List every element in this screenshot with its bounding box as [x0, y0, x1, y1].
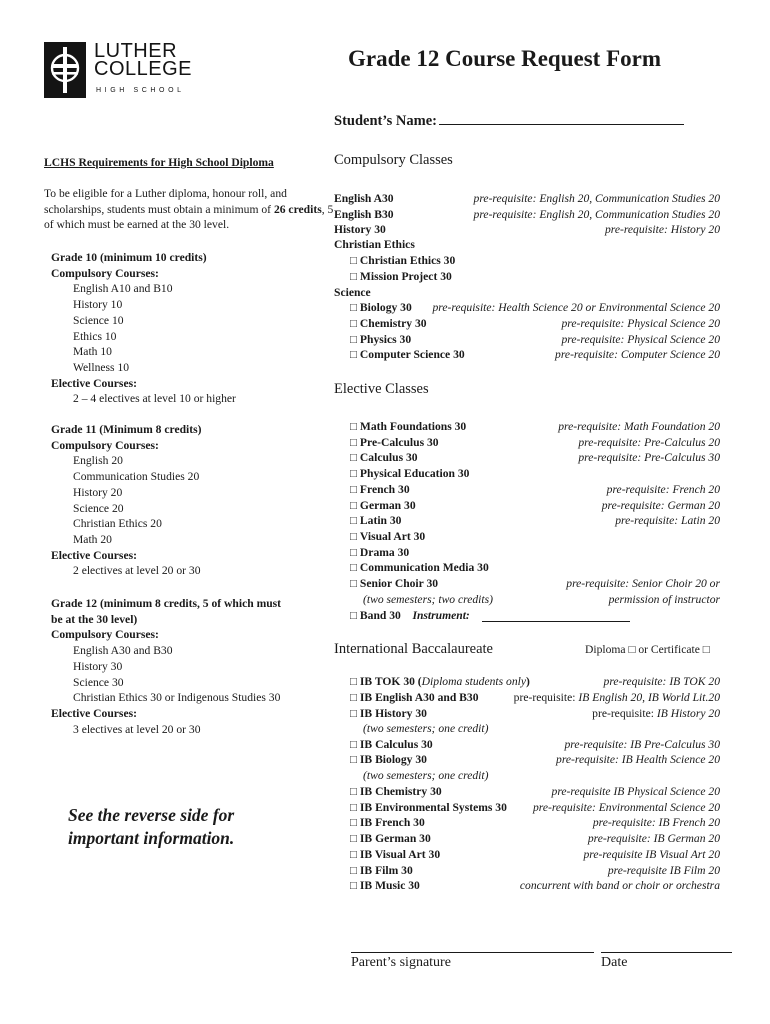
checkbox[interactable]: □ [350, 785, 358, 798]
school-logo [44, 42, 200, 98]
course-ib-calculus-30[interactable]: □ IB Calculus 30 pre-requisite: IB Pre-Calculus 30 [350, 738, 720, 751]
ib-history-note: (two semesters; one credit) [363, 722, 489, 735]
checkbox[interactable]: □ [350, 800, 358, 814]
checkbox[interactable]: □ [350, 863, 358, 877]
ib-course-prerequisite: pre-requisite: IB French 20 [592, 816, 720, 830]
course-biology-30[interactable]: □ Biology 30 pre-requisite: Health Science 20 or Environmental Science 20 [350, 301, 720, 314]
checkbox[interactable]: □ [350, 333, 358, 346]
elective-course-item[interactable] [0, 420, 770, 436]
elective-course-prerequisite: pre-requisite: French 20 [606, 482, 720, 496]
elective-course-prerequisite: pre-requisite: Latin 20 [615, 514, 720, 528]
elective-course-name: Latin 30 [359, 514, 402, 528]
checkbox[interactable]: □ [350, 561, 358, 575]
student-name-label: Student’s Name: [334, 113, 437, 129]
ib-course-item[interactable] [0, 879, 770, 895]
elective-course-name: Visual Art 30 [359, 529, 426, 543]
checkbox[interactable]: □ [350, 529, 358, 543]
compulsory-heading: Compulsory Classes [334, 152, 453, 168]
grade-12-requirements: Grade 12 (minimum 8 credits, 5 of which must be at the 30 level) Compulsory Courses: English A30 and B30 History 30 Science 30 Christian Ethics 30 or Indigenous Studies 30 Elective Courses: 3 electives at level 20 or 30 [51, 597, 282, 736]
checkbox[interactable]: □ [350, 467, 358, 481]
elective-course-prerequisite: pre-requisite: German 20 [601, 498, 720, 512]
ib-course-item[interactable] [0, 801, 770, 817]
student-name-line[interactable] [439, 110, 684, 125]
elective-course-item[interactable] [0, 467, 770, 483]
ib-course-prerequisite: concurrent with band or choir or orchestra [519, 879, 720, 893]
elective-course-item[interactable] [0, 577, 770, 593]
elective-course-item[interactable] [0, 530, 770, 546]
course-band-30[interactable]: □ Band 30 Instrument: [0, 609, 770, 625]
course-ib-history-30[interactable]: □ IB History 30 pre-requisite: IB History 20 [350, 707, 720, 720]
reverse-side-note: See the reverse side for important information. [68, 805, 235, 848]
course-ib-tok-30[interactable]: □ IB TOK 30 (Diploma students only) pre-requisite: IB TOK 20 [350, 675, 720, 688]
course-english-b30[interactable]: English B30 pre-requisite: English 20, Communication Studies 20 [334, 208, 720, 221]
science-label: Science [334, 286, 371, 299]
course-computer-science-30[interactable]: □ Computer Science 30 pre-requisite: Computer Science 20 [350, 348, 720, 361]
checkbox[interactable]: □ [350, 514, 358, 528]
checkbox[interactable]: □ [350, 451, 358, 465]
course-chemistry-30[interactable]: □ Chemistry 30 pre-requisite: Physical Science 20 [350, 317, 720, 330]
requirements-intro: To be eligible for a Luther diploma, honour roll, and scholarships, students must obtain a minimum of 26 credits, 5 of which must be earned at the 30 level. [44, 187, 334, 232]
checkbox[interactable]: □ [350, 348, 358, 361]
elective-course-name: Math Foundations 30 [359, 420, 467, 433]
grade-10-requirements: Grade 10 (minimum 10 credits) Compulsory Courses: English A10 and B10 History 10 Science 10 Ethics 10 Math 10 Wellness 10 Elective Courses: 2 – 4 electives at level 10 or higher [51, 251, 236, 406]
elective-course-name: Calculus 30 [359, 451, 418, 465]
elective-course-item[interactable] [0, 561, 770, 577]
course-ib-english[interactable]: □ IB English A30 and B30 pre-requisite: IB English 20, IB World Lit.20 [350, 691, 720, 704]
ib-course-prerequisite: pre-requisite: IB German 20 [587, 832, 720, 846]
ib-course-name: IB Chemistry 30 [359, 785, 442, 798]
ib-course-item[interactable] [0, 864, 770, 880]
logo-subtitle: HIGH SCHOOL [96, 87, 185, 94]
course-mission-project-30[interactable]: □ Mission Project 30 [350, 270, 452, 283]
elective-course-item[interactable] [0, 436, 770, 452]
elective-course-prerequisite: pre-requisite: Pre-Calculus 20 [578, 435, 720, 449]
course-ib-biology-30[interactable]: □ IB Biology 30 pre-requisite: IB Health Science 20 [350, 753, 720, 766]
elective-course-name: French 30 [359, 482, 410, 496]
logo-emblem [44, 42, 86, 98]
checkbox[interactable]: □ [350, 301, 358, 314]
checkbox[interactable]: □ [350, 738, 358, 751]
checkbox[interactable]: □ [350, 545, 358, 559]
checkbox[interactable]: □ [350, 675, 358, 688]
elective-course-prerequisite: pre-requisite: Math Foundation 20 [558, 420, 720, 433]
ib-course-name: IB Visual Art 30 [359, 847, 441, 861]
ib-course-item[interactable] [0, 832, 770, 848]
course-physics-30[interactable]: □ Physics 30 pre-requisite: Physical Science 20 [350, 333, 720, 346]
instrument-line[interactable] [482, 621, 630, 622]
ib-course-prerequisite: pre-requisite: Environmental Science 20 [532, 800, 720, 814]
parent-signature-label: Parent’s signature [351, 955, 451, 970]
course-christian-ethics-30[interactable]: □ Christian Ethics 30 [350, 254, 456, 267]
elective-heading: Elective Classes [334, 381, 429, 397]
ib-course-prerequisite: pre-requisite IB Film 20 [607, 863, 720, 877]
senior-choir-note: (two semesters; two credits) permission of instructor [363, 593, 720, 606]
elective-course-name: Communication Media 30 [359, 561, 489, 575]
checkbox[interactable]: □ [350, 847, 358, 861]
elective-course-prerequisite: pre-requisite: Pre-Calculus 30 [578, 451, 720, 465]
diploma-or-certificate[interactable]: Diploma □ or Certificate □ [585, 643, 710, 656]
checkbox[interactable]: □ [350, 816, 358, 830]
checkbox[interactable]: □ [350, 707, 358, 720]
checkbox[interactable]: □ [350, 254, 358, 267]
elective-course-item[interactable] [0, 483, 770, 499]
elective-course-name: German 30 [359, 498, 416, 512]
ib-course-name: IB Music 30 [359, 879, 420, 893]
date-line[interactable] [601, 952, 732, 953]
grade-11-requirements: Grade 11 (Minimum 8 credits) Compulsory Courses: English 20 Communication Studies 20 History 20 Science 20 Christian Ethics 20 Math 20 Elective Courses: 2 electives at level 20 or 30 [51, 423, 202, 578]
elective-course-name: Drama 30 [359, 545, 410, 559]
checkbox[interactable]: □ [350, 420, 358, 433]
checkbox[interactable]: □ [350, 753, 358, 766]
ib-biology-note: (two semesters; one credit) [363, 769, 489, 782]
elective-course-name: Senior Choir 30 [359, 577, 439, 590]
course-english-a30[interactable]: English A30 pre-requisite: English 20, Communication Studies 20 [334, 192, 720, 205]
ib-course-name: IB Film 30 [359, 863, 413, 877]
ib-heading: International Baccalaureate [334, 641, 493, 657]
checkbox[interactable]: □ [350, 270, 358, 283]
ib-course-prerequisite: pre-requisite IB Visual Art 20 [583, 847, 720, 861]
checkbox[interactable]: □ [350, 498, 358, 512]
elective-course-name: Pre-Calculus 30 [359, 435, 439, 449]
checkbox[interactable]: □ [350, 435, 358, 449]
course-history-30[interactable]: History 30 pre-requisite: History 20 [334, 223, 720, 236]
elective-course-item[interactable] [0, 514, 770, 530]
checkbox[interactable]: □ [350, 609, 358, 622]
checkbox[interactable]: □ [350, 577, 358, 590]
elective-course-item[interactable] [0, 546, 770, 562]
ib-course-name: IB German 30 [359, 832, 431, 846]
requirements-heading: LCHS Requirements for High School Diploma [44, 156, 274, 169]
ib-course-item[interactable] [0, 785, 770, 801]
student-name-field[interactable] [334, 110, 684, 130]
christian-ethics-label: Christian Ethics [334, 238, 415, 251]
elective-course-prerequisite: pre-requisite: Senior Choir 20 or [566, 577, 720, 590]
elective-course-item[interactable] [0, 499, 770, 515]
checkbox[interactable]: □ [350, 482, 358, 496]
checkbox[interactable]: □ [350, 832, 358, 846]
ib-course-prerequisite: pre-requisite IB Physical Science 20 [551, 785, 720, 798]
ib-course-name: IB French 30 [359, 816, 425, 830]
ib-course-name: IB Environmental Systems 30 [359, 800, 507, 814]
logo-name: LUTHER COLLEGE [94, 40, 192, 80]
checkbox[interactable]: □ [350, 879, 358, 893]
checkbox[interactable]: □ [350, 317, 358, 330]
date-label: Date [601, 955, 628, 970]
checkbox[interactable]: □ [350, 691, 358, 704]
elective-course-name: Physical Education 30 [359, 467, 470, 481]
parent-signature-line[interactable] [351, 952, 594, 953]
ib-course-item[interactable] [0, 816, 770, 832]
form-title: Grade 12 Course Request Form [348, 46, 662, 71]
elective-course-item[interactable] [0, 451, 770, 467]
ib-course-item[interactable] [0, 848, 770, 864]
